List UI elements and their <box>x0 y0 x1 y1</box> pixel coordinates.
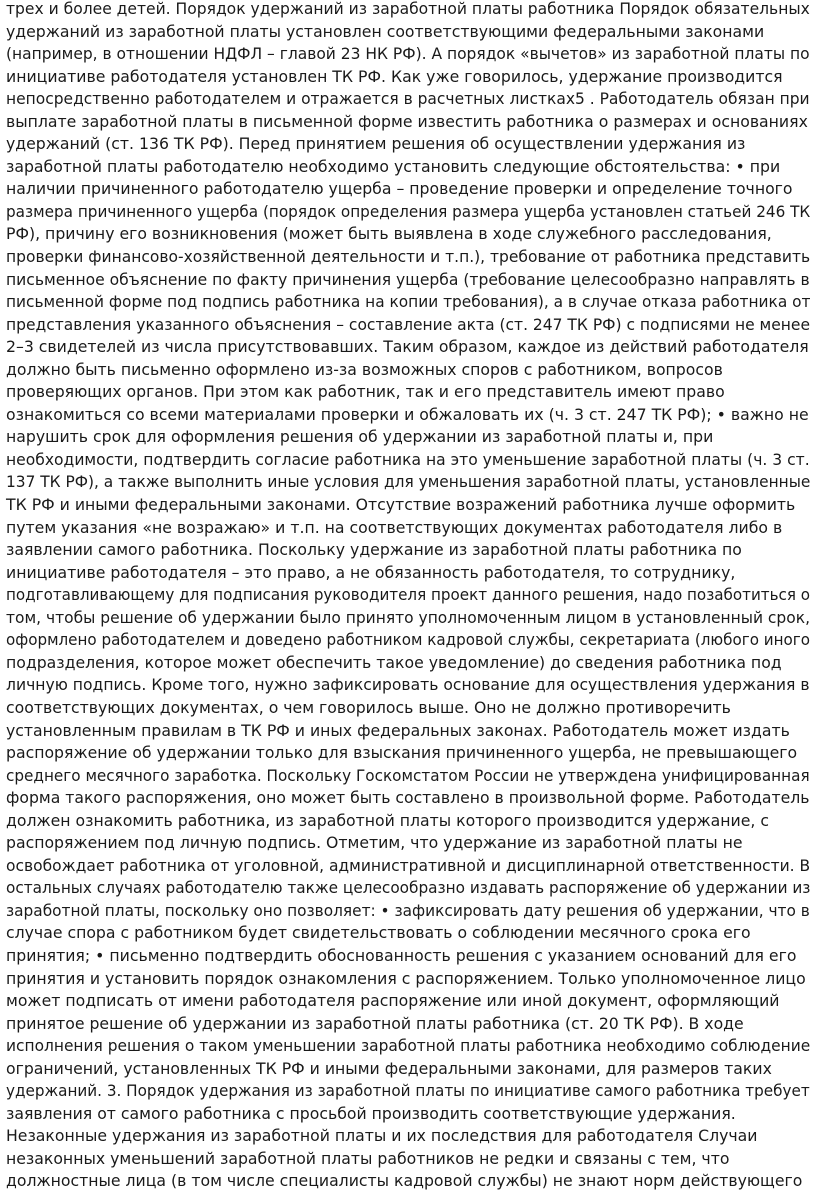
text-line: незаконных уменьшений заработной платы работников не редки и связаны с тем, что <box>6 1148 730 1168</box>
text-line: должностные лица (в том числе специалисты кадровой службы) не знают норм действующего <box>6 1171 803 1191</box>
text-line: Незаконные удержания из заработной платы и их последствия для работодателя Случаи <box>6 1126 758 1146</box>
text-line: представления указанного объяснения – составление акта (ст. 247 ТК РФ) с подписями не менее <box>6 314 810 334</box>
text-line: трех и более детей. Порядок удержаний из заработной платы работника Порядок обязательных <box>6 0 810 18</box>
text-line: подготавливающему для подписания руководителя проект данного решения, надо позаботиться о <box>6 585 811 605</box>
text-line: принятия и установить порядок ознакомления с распоряжением. Только уполномоченное лицо <box>6 968 806 988</box>
text-line: принятое решение об удержании из заработной платы работника (ст. 20 ТК РФ). В ходе <box>6 1013 744 1033</box>
text-line: инициативе работодателя – это право, а не обязанность работодателя, то сотруднику, <box>6 562 736 582</box>
text-line: путем указания «не возражаю» и т.п. на соответствующих документах работодателя либо в <box>6 517 783 537</box>
text-line: принятия; • письменно подтвердить обоснованность решения с указанием оснований для его <box>6 945 797 965</box>
text-line: распоряжением под личную подпись. Отметим, что удержание из заработной платы не <box>6 833 743 853</box>
text-line: может подписать от имени работодателя распоряжение или иной документ, оформляющий <box>6 991 780 1011</box>
text-line: заработной платы работодателю необходимо установить следующие обстоятельства: • при <box>6 156 781 176</box>
text-line: удержаний (ст. 136 ТК РФ). Перед принятием решения об осуществлении удержания из <box>6 134 746 154</box>
document-body-text <box>6 0 810 1193</box>
text-line: ограничений, установленных ТК РФ и иными федеральными законами, для размеров таких <box>6 1058 772 1078</box>
text-line: заявлении самого работника. Поскольку удержание из заработной платы работника по <box>6 540 742 560</box>
text-line: оформлено работодателем и доведено работником кадровой службы, секретариата (любого иного <box>6 630 811 650</box>
text-line: остальных случаях работодателю также целесообразно издавать распоряжение об удержании из <box>6 878 811 898</box>
text-line: письменное объяснение по факту причинения ущерба (требование целесообразно направлять в <box>6 269 810 289</box>
text-line: инициативе работодателя установлен ТК РФ. Как уже говорилось, удержание производится <box>6 66 783 86</box>
text-line: подразделения, которое может обеспечить такое уведомление) до сведения работника под <box>6 652 782 672</box>
text-line: размера причиненного ущерба (порядок определения размера ущерба установлен статьей 246 ТК <box>6 201 811 221</box>
text-line: выплате заработной платы в письменной форме известить работника о размерах и основаниях <box>6 111 808 131</box>
text-line: проверки финансово-хозяйственной деятельности и т.п.), требование от работника представить <box>6 247 811 267</box>
text-line: должен ознакомить работника, из заработной платы которого производится удержание, с <box>6 810 769 830</box>
text-line: личную подпись. Кроме того, нужно зафиксировать основание для осуществления удержания в <box>6 675 810 695</box>
text-line: ознакомиться со всеми материалами проверки и обжаловать их (ч. 3 ст. 247 ТК РФ); • важно не <box>6 404 809 424</box>
text-line: удержаний из заработной платы установлен соответствующими федеральными законами <box>6 21 765 41</box>
text-line: 2–3 свидетелей из числа присутствовавших. Таким образом, каждое из действий работодателя <box>6 337 809 357</box>
text-line: проверяющих органов. При этом как работник, так и его представитель имеют право <box>6 382 725 402</box>
text-line: том, чтобы решение об удержании было принято уполномоченным лицом в установленный срок, <box>6 607 810 627</box>
text-line: ТК РФ и иными федеральными законами. Отсутствие возражений работника лучше оформить <box>6 495 796 515</box>
text-line: освобождает работника от уголовной, административной и дисциплинарной ответственности. В <box>6 855 811 875</box>
text-line: письменной форме под подпись работника на копии требования), а в случае отказа работника от <box>6 292 811 312</box>
text-line: непосредственно работодателем и отражается в расчетных листках5 . Работодатель обязан при <box>6 89 810 109</box>
text-line: должно быть письменно оформлено из-за возможных споров с работником, вопросов <box>6 359 723 379</box>
text-line: заработной платы, поскольку оно позволяет: • зафиксировать дату решения об удержании, что в <box>6 900 810 920</box>
text-line: среднего месячного заработка. Поскольку Госкомстатом России не утверждена унифицированная <box>6 765 810 785</box>
text-line: случае спора с работником будет свидетельствовать о соблюдении месячного срока его <box>6 923 751 943</box>
text-line: установленным правилам в ТК РФ и иных федеральных законах. Работодатель может издать <box>6 720 790 740</box>
text-line: наличии причиненного работодателю ущерба – проведение проверки и определение точного <box>6 179 793 199</box>
text-line: распоряжение об удержании только для взыскания причиненного ущерба, не превышающего <box>6 743 798 763</box>
text-line: 137 ТК РФ), а также выполнить иные условия для уменьшения заработной платы, установленные <box>6 472 811 492</box>
text-line: необходимости, подтвердить согласие работника на это уменьшение заработной платы (ч. 3 ст. <box>6 449 810 469</box>
text-line: соответствующих документах, о чем говорилось выше. Оно не должно противоречить <box>6 697 731 717</box>
text-line: заявления от самого работника с просьбой производить соответствующие удержания. <box>6 1103 736 1123</box>
text-line: форма такого распоряжения, оно может быть составлено в произвольной форме. Работодатель <box>6 788 810 808</box>
text-line: РФ), причину его возникновения (может быть выявлена в ходе служебного расследования, <box>6 224 772 244</box>
text-line: (например, в отношении НДФЛ – главой 23 НК РФ). А порядок «вычетов» из заработной платы по <box>6 44 810 64</box>
text-line: нарушить срок для оформления решения об удержании из заработной платы и, при <box>6 427 714 447</box>
text-line: исполнения решения о таком уменьшении заработной платы работника необходимо соблюдение <box>6 1036 811 1056</box>
text-line: удержаний. 3. Порядок удержания из заработной платы по инициативе самого работника требует <box>6 1081 810 1101</box>
